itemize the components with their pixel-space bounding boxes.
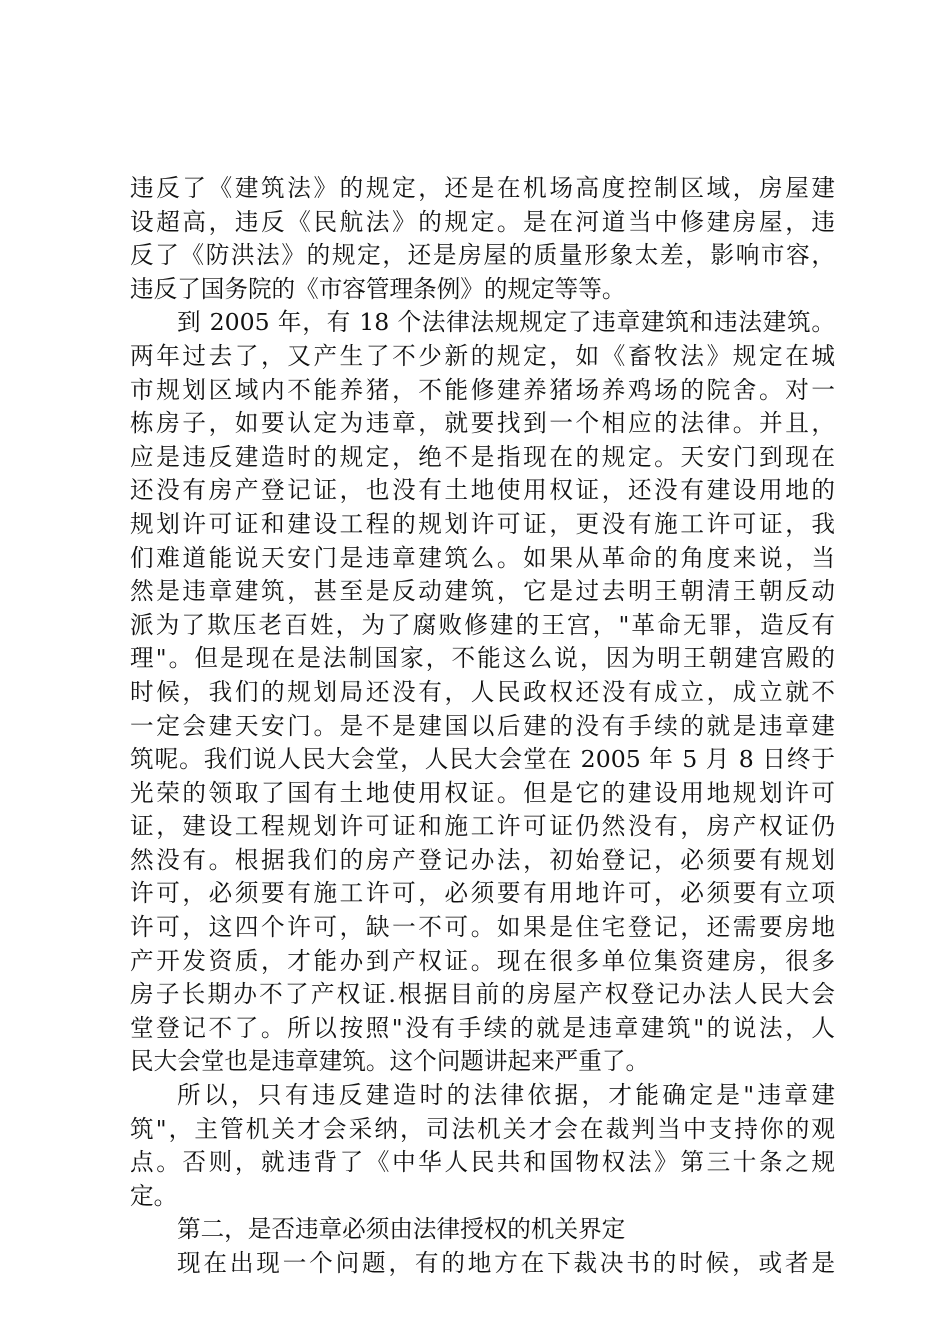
text-line: 理"。但是现在是法制国家，不能这么说，因为明王朝建宫殿的 bbox=[130, 644, 835, 673]
text-line: 所以，只有违反建造时的法律依据，才能确定是"违章建 bbox=[177, 1081, 835, 1110]
text-line: 堂登记不了。所以按照"没有手续的就是违章建筑"的说法，人 bbox=[130, 1013, 835, 1042]
text-line: 栋房子，如要认定为违章，就要找到一个相应的法律。并且， bbox=[130, 409, 835, 438]
text-line: 然是违章建筑，甚至是反动建筑，它是过去明王朝清王朝反动 bbox=[130, 577, 835, 606]
text-line: 光荣的领取了国有土地使用权证。但是它的建设用地规划许可 bbox=[130, 778, 835, 807]
text-line: 市规划区域内不能养猪，不能修建养猪场养鸡场的院舍。对一 bbox=[130, 375, 835, 404]
text-line: 筑"，主管机关才会采纳，司法机关才会在裁判当中支持你的观 bbox=[130, 1114, 835, 1143]
text-line: 到 2005 年，有 18 个法律法规规定了违章建筑和违法建筑。 bbox=[177, 308, 835, 337]
text-line: 点。否则，就违背了《中华人民共和国物权法》第三十条之规 bbox=[130, 1148, 835, 1177]
text-line: 时候，我们的规划局还没有，人民政权还没有成立，成立就不 bbox=[130, 677, 835, 706]
text-line: 反了《防洪法》的规定，还是房屋的质量形象太差，影响市容， bbox=[130, 241, 835, 270]
text-line: 产开发资质，才能办到产权证。现在很多单位集资建房，很多 bbox=[130, 946, 835, 975]
text-line: 现在出现一个问题，有的地方在下裁决书的时候，或者是 bbox=[177, 1249, 835, 1277]
text-line: 许可，必须要有施工许可，必须要有用地许可，必须要有立项 bbox=[130, 879, 835, 908]
text-line: 筑呢。我们说人民大会堂，人民大会堂在 2005 年 5 月 8 日终于 bbox=[130, 745, 835, 774]
text-line: 设超高，违反《民航法》的规定。是在河道当中修建房屋，违 bbox=[130, 207, 835, 236]
text-line: 应是违反建造时的规定，绝不是指现在的规定。天安门到现在 bbox=[130, 442, 835, 471]
body-text bbox=[130, 172, 835, 1281]
text-line: 许可，这四个许可，缺一不可。如果是住宅登记，还需要房地 bbox=[130, 913, 835, 942]
text-line: 房子长期办不了产权证.根据目前的房屋产权登记办法人民大会 bbox=[130, 980, 835, 1009]
text-line: 民大会堂也是违章建筑。这个问题讲起来严重了。 bbox=[130, 1047, 650, 1076]
text-line: 一定会建天安门。是不是建国以后建的没有手续的就是违章建 bbox=[130, 711, 835, 740]
text-line: 违反了国务院的《市容管理条例》的规定等等。 bbox=[130, 274, 626, 303]
text-line: 定。 bbox=[130, 1181, 178, 1210]
text-line: 证，建设工程规划许可证和施工许可证仍然没有，房产权证仍 bbox=[130, 812, 835, 841]
text-line: 规划许可证和建设工程的规划许可证，更没有施工许可证，我 bbox=[130, 509, 835, 538]
text-line: 派为了欺压老百姓，为了腐败修建的王宫，"革命无罪，造反有 bbox=[130, 610, 835, 639]
text-line: 然没有。根据我们的房产登记办法，初始登记，必须要有规划 bbox=[130, 845, 835, 874]
text-line: 们难道能说天安门是违章建筑么。如果从革命的角度来说，当 bbox=[130, 543, 835, 572]
text-line: 还没有房产登记证，也没有土地使用权证，还没有建设用地的 bbox=[130, 476, 835, 505]
text-line: 违反了《建筑法》的规定，还是在机场高度控制区域，房屋建 bbox=[130, 174, 835, 202]
text-line: 两年过去了，又产生了不少新的规定，如《畜牧法》规定在城 bbox=[130, 341, 835, 370]
section-heading: 第二，是否违章必须由法律授权的机关界定 bbox=[177, 1215, 626, 1244]
